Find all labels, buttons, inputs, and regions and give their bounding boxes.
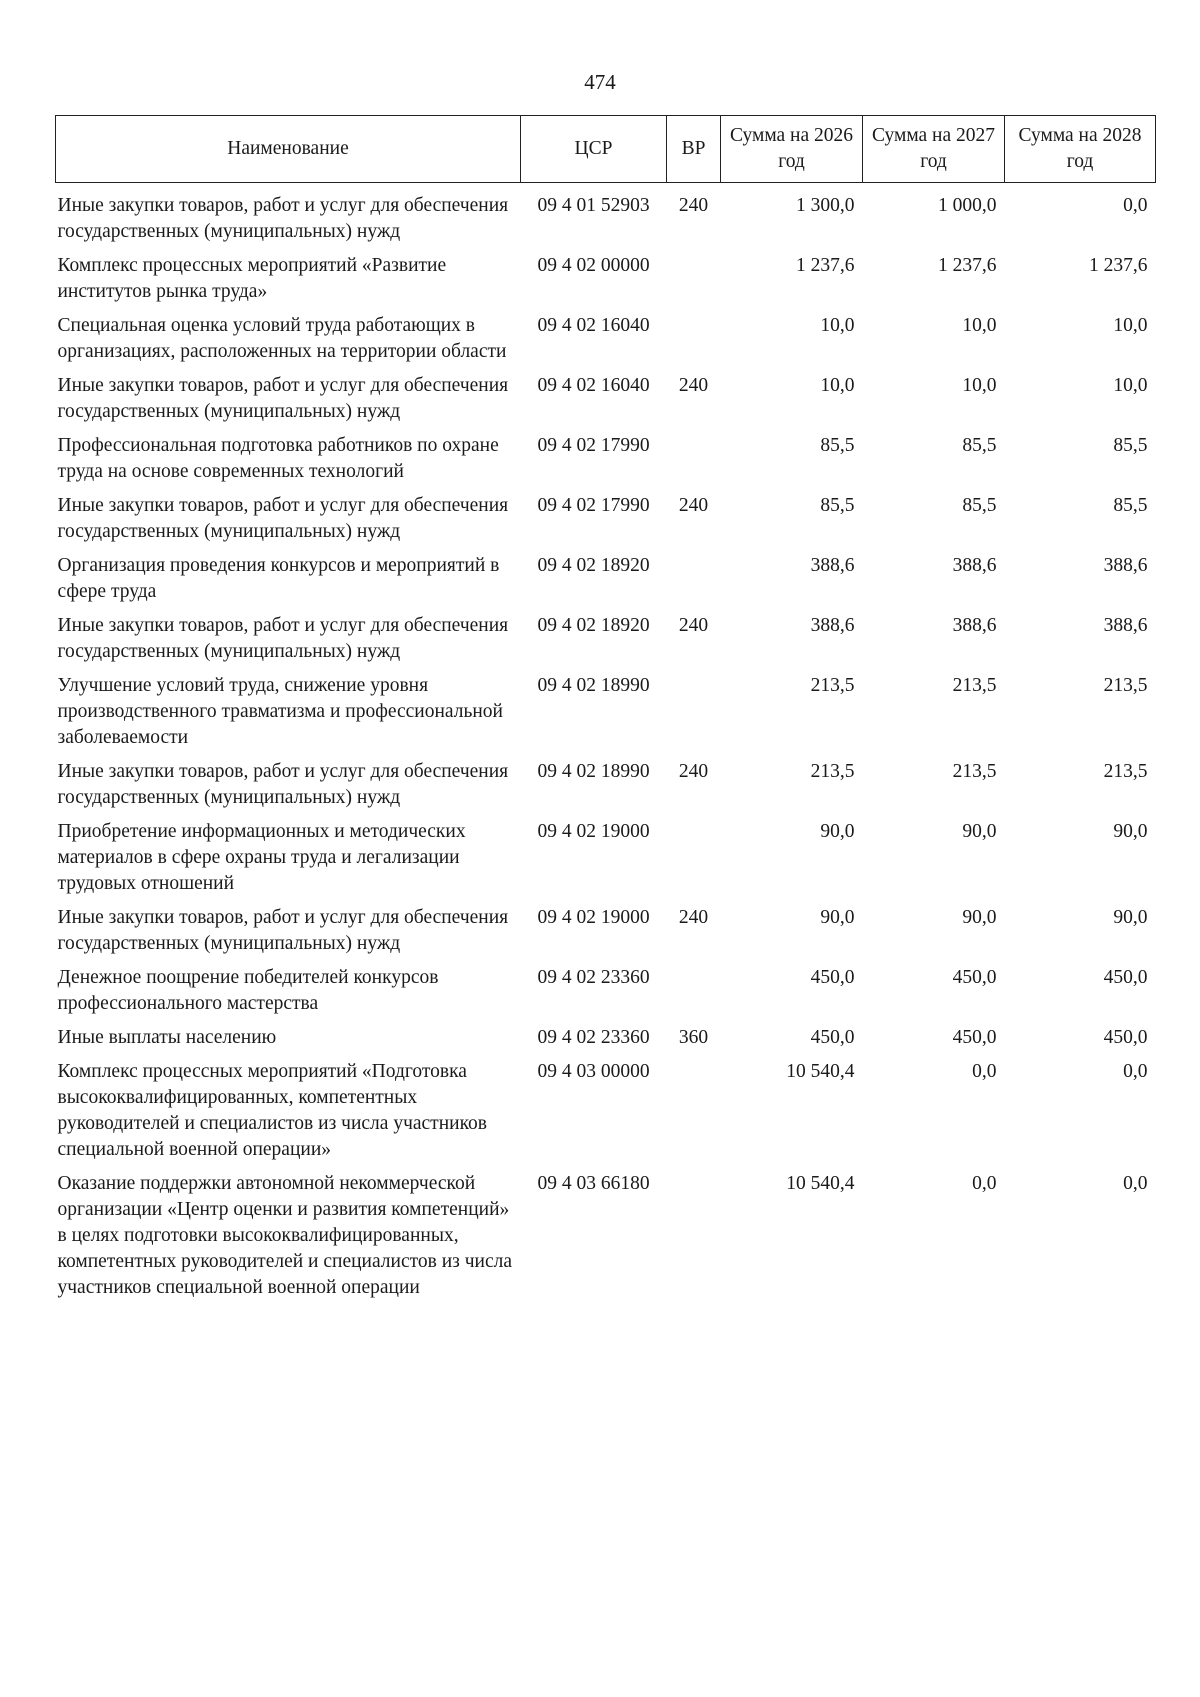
row-vr [667,957,721,1017]
table-row [56,183,1156,246]
row-vr: 240 [678,195,709,216]
table-row [56,545,1156,605]
row-name: Улучшение условий труда, снижение уровня производственного травматизма и профессиональной заболеваемости [57,675,503,748]
row-name: Организация проведения конкурсов и мероприятий в сфере труда [57,555,500,602]
row-csr: 09 4 02 19000 [537,821,650,842]
row-name: Иные закупки товаров, работ и услуг для обеспечения государственных (муниципальных) нужд [57,375,509,422]
row-name: Иные закупки товаров, работ и услуг для обеспечения государственных (муниципальных) нужд [57,761,509,808]
row-name: Профессиональная подготовка работников по охране труда на основе современных технологий [57,435,499,482]
row-sum-2028: 85,5 [1113,435,1148,456]
header-sum-2026: Сумма на 2026 год [721,116,863,183]
row-vr [667,1051,721,1163]
row-csr: 09 4 02 19000 [537,907,650,928]
row-name: Комплекс процессных мероприятий «Развитие институтов рынка труда» [57,255,447,302]
row-vr [667,305,721,365]
row-name: Комплекс процессных мероприятий «Подготовка высококвалифицированных, компетентных руководителей и специалистов из числа участников специальной военной операции» [57,1061,488,1160]
row-sum-2027: 0,0 [972,1061,997,1082]
row-sum-2027: 0,0 [972,1173,997,1194]
row-name: Приобретение информационных и методических материалов в сфере охраны труда и легализации трудовых отношений [57,821,466,894]
row-sum-2027: 85,5 [962,435,997,456]
row-sum-2027: 10,0 [962,315,997,336]
table-row [56,1051,1156,1163]
table-row [56,485,1156,545]
row-vr [667,245,721,305]
row-sum-2027: 388,6 [952,555,997,576]
row-csr: 09 4 02 23360 [537,1027,650,1048]
row-sum-2027: 10,0 [962,375,997,396]
row-sum-2027: 85,5 [962,495,997,516]
row-sum-2028: 1 237,6 [1089,255,1148,276]
row-sum-2026: 10 540,4 [786,1173,855,1194]
table-row [56,751,1156,811]
row-sum-2028: 90,0 [1113,907,1148,928]
row-sum-2028: 0,0 [1123,1173,1148,1194]
row-sum-2026: 450,0 [810,967,855,988]
page-number: 474 [584,70,616,94]
row-csr: 09 4 02 18920 [537,615,650,636]
row-sum-2027: 213,5 [952,761,997,782]
table-row [56,1163,1156,1301]
row-sum-2028: 450,0 [1103,1027,1148,1048]
table-row [56,665,1156,751]
row-vr: 240 [678,495,709,516]
row-name: Иные закупки товаров, работ и услуг для обеспечения государственных (муниципальных) нужд [57,615,509,662]
row-sum-2028: 10,0 [1113,375,1148,396]
row-vr [667,1163,721,1301]
row-csr: 09 4 03 66180 [537,1173,650,1194]
row-sum-2026: 213,5 [810,761,855,782]
table-row [56,305,1156,365]
row-sum-2027: 1 000,0 [938,195,997,216]
row-sum-2027: 450,0 [952,1027,997,1048]
row-vr: 240 [678,907,709,928]
row-sum-2026: 10,0 [820,315,855,336]
table-body [56,183,1156,1302]
table-row [56,605,1156,665]
row-csr: 09 4 03 00000 [537,1061,650,1082]
table-row [56,897,1156,957]
row-sum-2028: 90,0 [1113,821,1148,842]
row-vr [667,665,721,751]
row-vr: 240 [678,375,709,396]
row-sum-2027: 90,0 [962,907,997,928]
row-sum-2027: 450,0 [952,967,997,988]
row-sum-2026: 1 300,0 [796,195,855,216]
row-sum-2028: 388,6 [1103,615,1148,636]
row-csr: 09 4 02 16040 [537,315,650,336]
row-name: Денежное поощрение победителей конкурсов профессионального мастерства [57,967,439,1014]
row-sum-2027: 213,5 [952,675,997,696]
row-sum-2027: 388,6 [952,615,997,636]
row-sum-2028: 213,5 [1103,675,1148,696]
row-name: Иные закупки товаров, работ и услуг для обеспечения государственных (муниципальных) нужд [57,495,509,542]
row-sum-2026: 90,0 [820,821,855,842]
row-sum-2028: 213,5 [1103,761,1148,782]
row-csr: 09 4 02 23360 [537,967,650,988]
row-sum-2028: 85,5 [1113,495,1148,516]
row-csr: 09 4 01 52903 [537,195,650,216]
row-vr [667,545,721,605]
table-row [56,1017,1156,1051]
row-name: Иные закупки товаров, работ и услуг для обеспечения государственных (муниципальных) нужд [57,195,509,242]
row-sum-2026: 1 237,6 [796,255,855,276]
header-sum-2027: Сумма на 2027 год [863,116,1005,183]
row-sum-2026: 450,0 [810,1027,855,1048]
row-csr: 09 4 02 18920 [537,555,650,576]
row-name: Иные закупки товаров, работ и услуг для обеспечения государственных (муниципальных) нужд [57,907,509,954]
row-name: Специальная оценка условий труда работающих в организациях, расположенных на территории области [57,315,507,362]
row-vr [667,811,721,897]
header-name: Наименование [56,116,521,183]
row-sum-2028: 388,6 [1103,555,1148,576]
row-sum-2026: 388,6 [810,555,855,576]
table-row [56,811,1156,897]
row-csr: 09 4 02 17990 [537,495,650,516]
row-name: Иные выплаты населению [57,1027,277,1048]
row-vr: 240 [678,615,709,636]
header-csr: ЦСР [521,116,667,183]
row-name: Оказание поддержки автономной некоммерческой организации «Центр оценки и развития компетенций» в целях подготовки высококвалифицированных, компетентных руководителей и специалистов из числа участников специальной военной операции [57,1173,513,1298]
table-row [56,957,1156,1017]
row-sum-2028: 0,0 [1123,195,1148,216]
row-vr: 360 [678,1027,709,1048]
row-sum-2026: 85,5 [820,435,855,456]
row-sum-2026: 213,5 [810,675,855,696]
table-header [56,116,1156,183]
budget-table [55,115,1156,1301]
row-csr: 09 4 02 00000 [537,255,650,276]
header-vr: ВР [667,116,721,183]
table-row [56,365,1156,425]
row-sum-2027: 1 237,6 [938,255,997,276]
row-csr: 09 4 02 16040 [537,375,650,396]
row-sum-2026: 388,6 [810,615,855,636]
row-csr: 09 4 02 18990 [537,761,650,782]
row-vr: 240 [678,761,709,782]
row-sum-2026: 10 540,4 [786,1061,855,1082]
row-sum-2026: 85,5 [820,495,855,516]
table-row [56,245,1156,305]
row-sum-2026: 90,0 [820,907,855,928]
row-sum-2027: 90,0 [962,821,997,842]
row-sum-2026: 10,0 [820,375,855,396]
row-csr: 09 4 02 17990 [537,435,650,456]
header-sum-2028: Сумма на 2028 год [1005,116,1156,183]
row-csr: 09 4 02 18990 [537,675,650,696]
row-sum-2028: 450,0 [1103,967,1148,988]
row-sum-2028: 0,0 [1123,1061,1148,1082]
table-row [56,425,1156,485]
row-sum-2028: 10,0 [1113,315,1148,336]
row-vr [667,425,721,485]
